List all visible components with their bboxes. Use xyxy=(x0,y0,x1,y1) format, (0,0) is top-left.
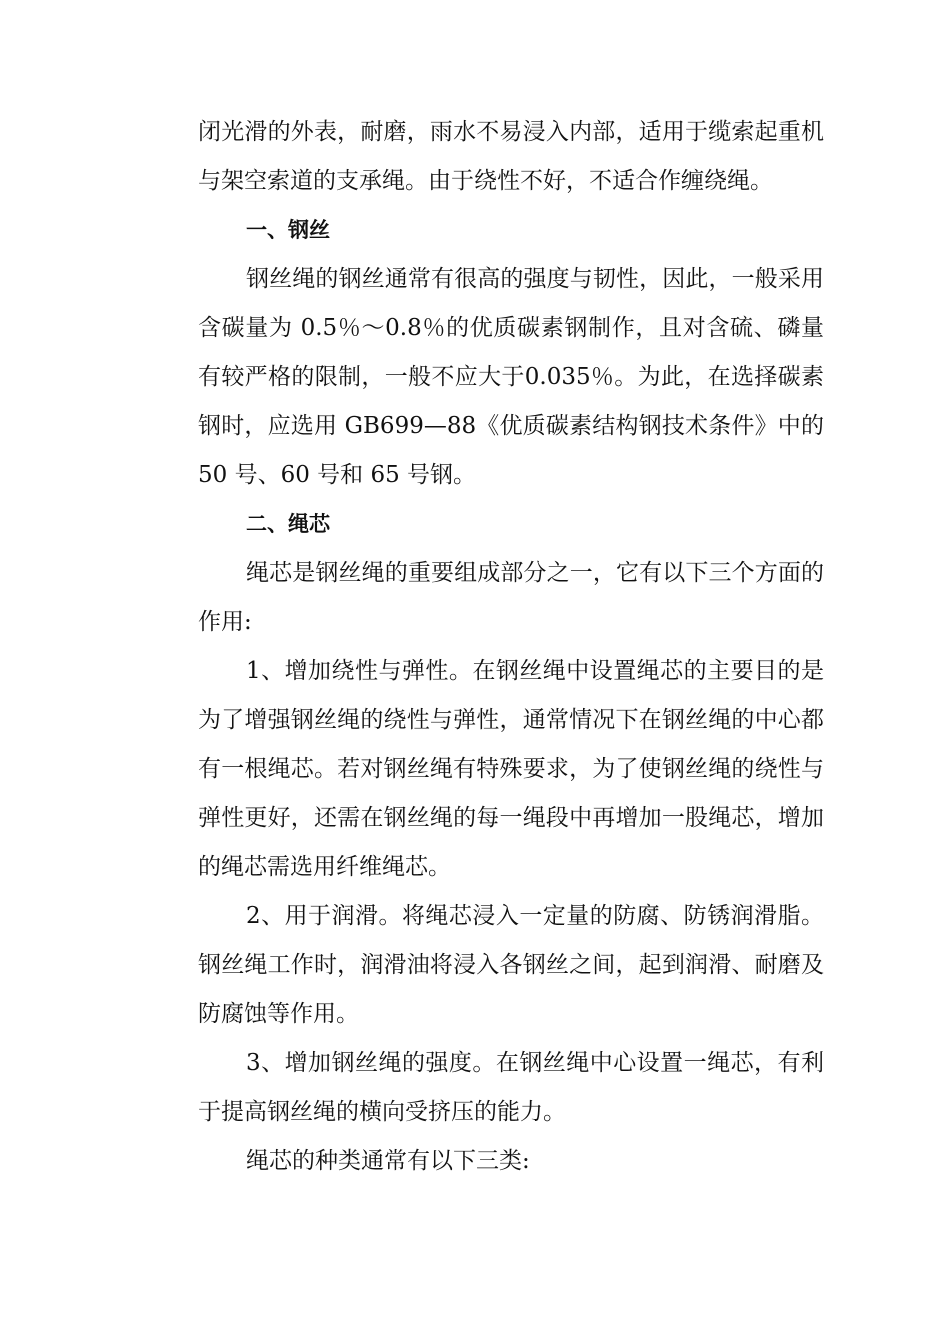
rope-core-intro-paragraph: 绳芯是钢丝绳的重要组成部分之一，它有以下三个方面的作用: xyxy=(198,560,824,635)
section-heading-rope-core: 二、绳芯 xyxy=(246,512,330,536)
steel-wire-paragraph: 钢丝绳的钢丝通常有很高的强度与韧性，因此，一般采用含碳量为 0.5％～0.8％的优质碳素钢制作，且对含硫、磷量有较严格的限制，一般不应大于0.035％。为此，在选择碳素钢时，应选用 GB699—88《优质碳素结构钢技术条件》中的 50 号、60 号和 65 号钢。 xyxy=(198,266,824,488)
rope-core-types-intro: 绳芯的种类通常有以下三类: xyxy=(246,1148,530,1174)
continuation-paragraph: 闭光滑的外表，耐磨，雨水不易浸入内部，适用于缆索起重机与架空索道的支承绳。由于绕性不好，不适合作缠绕绳。 xyxy=(198,119,824,194)
document-page xyxy=(198,108,824,1186)
rope-core-item-1: 1、增加绕性与弹性。在钢丝绳中设置绳芯的主要目的是为了增强钢丝绳的绕性与弹性，通常情况下在钢丝绳的中心都有一根绳芯。若对钢丝绳有特殊要求，为了使钢丝绳的绕性与弹性更好，还需在钢丝绳的每一绳段中再增加一股绳芯，增加的绳芯需选用纤维绳芯。 xyxy=(198,658,824,880)
rope-core-item-2: 2、用于润滑。将绳芯浸入一定量的防腐、防锈润滑脂。钢丝绳工作时，润滑油将浸入各钢丝之间，起到润滑、耐磨及防腐蚀等作用。 xyxy=(198,903,824,1027)
section-heading-steel-wire: 一、钢丝 xyxy=(246,218,330,242)
rope-core-item-3: 3、增加钢丝绳的强度。在钢丝绳中心设置一绳芯，有利于提高钢丝绳的横向受挤压的能力。 xyxy=(198,1050,824,1125)
